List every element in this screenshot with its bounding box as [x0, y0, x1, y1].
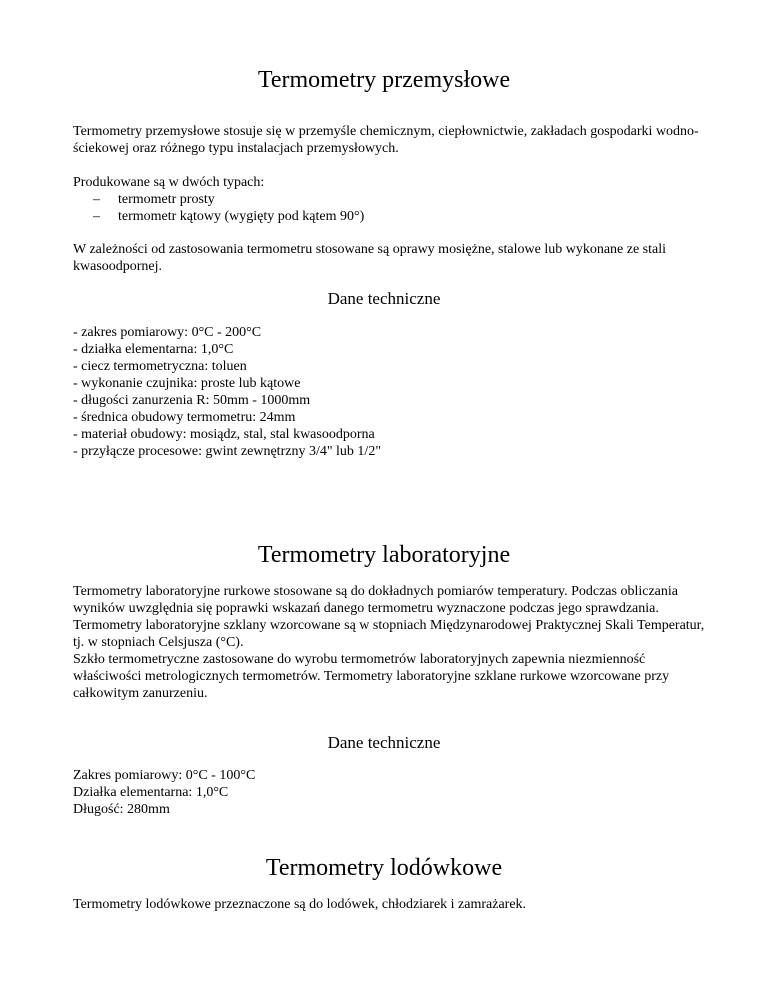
spec-item: - średnica obudowy termometru: 24mm — [73, 410, 296, 425]
list-item: – termometr prosty — [93, 192, 215, 207]
industrial-specs-list — [73, 324, 713, 460]
laboratory-paragraph — [73, 583, 713, 702]
dash-bullet: – — [93, 209, 100, 224]
spec-item: - materiał obudowy: mosiądz, stal, stal kwasoodporna — [73, 427, 375, 442]
spec-item: - ciecz termometryczna: toluen — [73, 359, 247, 374]
spec-item: Długość: 280mm — [73, 802, 170, 817]
tech-data-heading: Dane techniczne — [327, 733, 441, 752]
types-list — [73, 191, 713, 225]
types-intro: Produkowane są w dwóch typach: — [73, 175, 265, 190]
section-title-fridge: Termometry lodówkowe — [265, 855, 503, 881]
spec-item: - zakres pomiarowy: 0°C - 200°C — [73, 325, 262, 340]
casing-paragraph: W zależności od zastosowania termometru stosowane są oprawy mosiężne, stalowe lub wykonane ze stali kwasoodpornej. — [73, 242, 667, 274]
spec-item: - długości zanurzenia R: 50mm - 1000mm — [73, 393, 311, 408]
spec-item: - przyłącze procesowe: gwint zewnętrzny 3/4" lub 1/2" — [73, 444, 382, 459]
laboratory-paragraph-line: Termometry laboratoryjne szklany wzorcowane są w stopniach Międzynarodowej Praktycznej Skali Temperatur, tj. w stopniach Celsjusza (°C). — [73, 618, 705, 650]
dash-bullet: – — [93, 192, 100, 207]
spec-item: - działka elementarna: 1,0°C — [73, 342, 234, 357]
section-title-industrial: Termometry przemysłowe — [257, 67, 511, 93]
tech-data-heading: Dane techniczne — [327, 289, 441, 308]
spec-item: - wykonanie czujnika: proste lub kątowe — [73, 376, 301, 391]
industrial-intro: Termometry przemysłowe stosuje się w przemyśle chemicznym, ciepłownictwie, zakładach gospodarki wodno-ściekowej oraz różnego typu instalacjach przemysłowych. — [73, 124, 699, 156]
fridge-intro: Termometry lodówkowe przeznaczone są do lodówek, chłodziarek i zamrażarek. — [73, 897, 527, 912]
list-item: – termometr kątowy (wygięty pod kątem 90°) — [93, 209, 365, 224]
laboratory-specs-list — [73, 767, 713, 818]
spec-item: Działka elementarna: 1,0°C — [73, 785, 229, 800]
section-title-laboratory: Termometry laboratoryjne — [257, 542, 511, 568]
spec-item: Zakres pomiarowy: 0°C - 100°C — [73, 768, 256, 783]
laboratory-paragraph-line: Termometry laboratoryjne rurkowe stosowane są do dokładnych pomiarów temperatury. Podczas obliczania wyników uwzględnia się poprawki wskazań danego termometru wyznaczone podczas jego sprawdzania. — [73, 584, 678, 616]
laboratory-paragraph-line: Szkło termometryczne zastosowane do wyrobu termometrów laboratoryjnych zapewnia niezmienność właściwości metrologicznych termometrów. Termometry laboratoryjne szklane rurkowe wzorcowane przy całkowitym zanurzeniu. — [73, 652, 670, 701]
